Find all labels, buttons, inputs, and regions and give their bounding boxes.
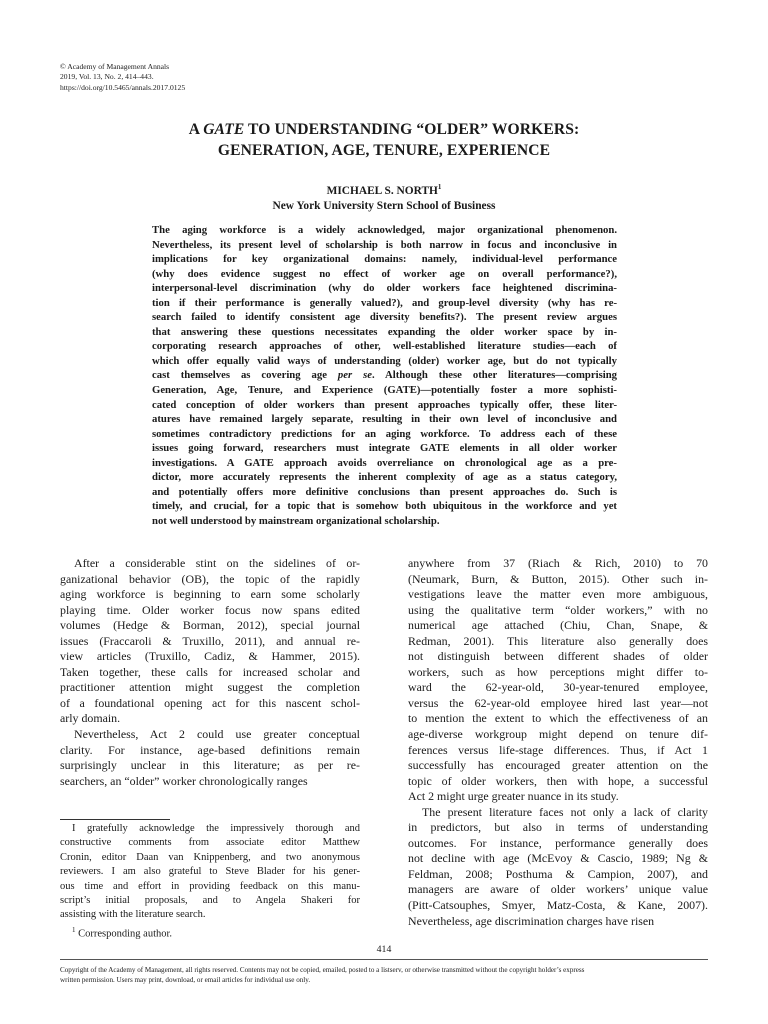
body-line: not distinguish between different shades of older — [408, 649, 708, 664]
body-line: Nevertheless, Act 2 could use greater conceptual — [74, 727, 360, 742]
abstract-line: The aging workforce is a widely acknowledged, major organizational phenomenon. — [152, 224, 617, 236]
body-line: volumes (Hedge & Borman, 2012), special journal — [60, 618, 360, 633]
corresponding-text: Corresponding author. — [75, 928, 173, 940]
footnote-line: constructive comments from associate editor Matthew — [60, 837, 360, 849]
footnote-line: assisting with the literature search. — [60, 909, 206, 921]
footnote-line: script’s initial proposals, and to Angela Shakeri for — [60, 894, 360, 906]
body-line: view articles (Truxillo, Cadiz, & Hammer, 2015). — [60, 649, 360, 664]
abstract-line: that answering these questions necessitates expanding the older worker space by in- — [152, 325, 617, 338]
body-line: issues (Fraccaroli & Truxillo, 2011), and annual re- — [60, 633, 360, 648]
body-line: practitioner attention might suggest the completion — [60, 680, 360, 695]
doi-link[interactable]: https://doi.org/10.5465/annals.2017.0125 — [60, 82, 186, 92]
abstract-line: corporating research approaches of other, well-established literature studies—each of — [152, 340, 617, 353]
footnote-line: I gratefully acknowledge the impressively thorough and — [72, 823, 360, 834]
footnote-line: reviewers. I am also grateful to Steve Blader for his gener- — [60, 866, 360, 878]
abstract-line: cated conception of older workers than present approaches typically offer, these liter- — [152, 398, 617, 411]
body-line: (Pitt-Catsouphes, Smyer, Matz-Costa, & Kane, 2007). — [408, 898, 708, 913]
body-line: in predictors, but also in terms of understanding — [408, 820, 708, 835]
body-line: Feldman, 2008; Posthuma & Campion, 2007), and — [408, 866, 708, 881]
footnote-line: Cronin, editor Daan van Knippenberg, and two anonymous — [60, 851, 360, 863]
abstract-line: not well understood by mainstream organizational scholarship. — [152, 514, 440, 527]
body-line: versus the 62-year-old employee hired last year—not — [408, 695, 708, 710]
title-emphasis: GATE — [203, 121, 245, 138]
body-line: using the qualitative term “older workers,” with no — [408, 602, 708, 617]
body-line: age-diverse workgroup might depend on tenure dif- — [408, 727, 708, 742]
footnotes — [60, 819, 360, 940]
page-number: 414 — [376, 944, 392, 955]
abstract-line: which offer equally valid ways of understanding (older) worker age, but do not typically — [152, 354, 617, 367]
body-line: After a considerable stint on the sidelines of or- — [74, 556, 360, 570]
citation-block — [60, 62, 185, 93]
body-line: Redman, 2001). This literature also generally does — [408, 633, 708, 648]
footnote-line: ous time and effort in providing feedback on this manu- — [60, 880, 360, 892]
copyright-notice — [60, 965, 708, 985]
body-line: Taken together, these calls for increased scholar and — [60, 664, 360, 679]
corresponding-author-note — [60, 923, 360, 940]
abstract-line: search failed to identify consistent age diversity benefits?). The present review argues — [152, 311, 617, 324]
footer-divider — [60, 959, 708, 960]
body-line: searchers, an “older” worker chronologically ranges — [60, 773, 308, 788]
abstract-line: interpersonal-level discrimination (why do older workers face heightened discrimina- — [152, 282, 617, 295]
author-block — [60, 180, 708, 214]
copyright-line-2: written permission. Users may print, download, or email articles for individual use only. — [60, 976, 311, 984]
body-line: of a foundational opening act for this nascent schol- — [60, 695, 360, 710]
author-footnote-marker[interactable]: 1 — [437, 183, 442, 191]
abstract-line: timely, and crucial, for a topic that is somehow both ubiquitous in the workforce and yet — [152, 500, 617, 513]
body-line: successfully has encouraged greater attention on the — [408, 758, 708, 773]
abstract-line: implications for key organizational domains: namely, individual-level performance — [152, 253, 617, 266]
abstract-line: atures have remained largely separate, resulting in their own level of inconclusive and — [152, 413, 617, 426]
body-line: surprisingly unclear in this literature; as per re- — [60, 758, 360, 773]
abstract-line: investigations. A GATE approach avoids overreliance on chronological age as a pre- — [152, 456, 617, 469]
body-line: anywhere from 37 (Riach & Rich, 2010) to 70 — [408, 556, 708, 570]
abstract-line: tion if their performance is generally valued?), and group-level diversity (why has re- — [152, 296, 617, 309]
body-line: topic of older workers, then with hope, a successful — [408, 773, 708, 788]
author-affiliation: New York University Stern School of Business — [272, 199, 496, 212]
body-line: Act 2 might urge greater nuance in its study. — [408, 789, 619, 804]
abstract — [152, 223, 617, 528]
abstract-line: Nevertheless, its present level of scholarship is both narrow in focus and inconclusive in — [152, 238, 617, 251]
body-column-right — [408, 556, 708, 929]
body-line: Nevertheless, age discrimination charges have risen — [408, 913, 655, 928]
body-line: clarity. For instance, age-based definitions remain — [60, 742, 360, 757]
title-line-2: GENERATION, AGE, TENURE, EXPERIENCE — [217, 142, 551, 159]
body-line: workers, such as how perceptions might differ to- — [408, 664, 708, 679]
abstract-line: Generation, Age, Tenure, and Experience (GATE)—potentially foster a more sophisti- — [152, 384, 617, 397]
body-line: to mention the extent to which the effectiveness of an — [408, 711, 708, 726]
body-line: ganizational behavior (OB), the topic of the rapidly — [60, 571, 360, 586]
footnote-marker: 1 — [72, 925, 76, 934]
body-line: (Neumark, Burn, & Button, 2015). Other such in- — [408, 571, 708, 586]
body-line: managers are aware of older workers’ unique value — [408, 882, 708, 897]
volume-info: 2019, Vol. 13, No. 2, 414–443. — [60, 72, 154, 82]
body-line: numerical age attached (Chiu, Chan, Snape, & — [408, 618, 708, 633]
body-line: aging workforce is beginning to earn some scholarly — [60, 587, 360, 602]
author-name: MICHAEL S. NORTH$^1$ — [326, 183, 442, 197]
body-line: The present literature faces not only a lack of clarity — [422, 804, 708, 819]
abstract-line: cast themselves as covering age per se. Although these other literatures—comprising — [152, 369, 617, 382]
body-line: not decline with age (McEvoy & Cascio, 1989; Ng & — [408, 851, 708, 866]
body-column-left — [60, 556, 360, 789]
body-line: arly domain. — [60, 711, 121, 726]
body-line: ferences versus life-stage differences. Thus, if Act 1 — [408, 742, 708, 757]
journal-name: © Academy of Management Annals — [60, 62, 170, 71]
body-line: playing time. Older worker focus now spans edited — [60, 602, 360, 617]
abstract-line: dictor, more accurately represents the inherent complexity of age as a status category, — [152, 471, 617, 484]
abstract-line: sometimes contradictory predictions for an aging workforce. To address each of these — [152, 427, 617, 440]
abstract-line: issues going forward, researchers must integrate GATE elements in all older worker — [152, 442, 617, 455]
copyright-line-1: Copyright of the Academy of Management, all rights reserved. Contents may not be copied, emailed, posted to a listserv, or otherwise transmitted without the copyright holder’s express — [60, 966, 585, 974]
body-line: outcomes. For instance, performance generally does — [408, 835, 708, 850]
title-line-1: A GATE TO UNDERSTANDING “OLDER” WORKERS: — [188, 121, 580, 138]
body-line: ward the 62-year-old, 30-year-tenured employee, — [408, 680, 708, 695]
abstract-line: (why does evidence suggest no effect of worker age on overall performance?), — [152, 267, 617, 280]
abstract-line: and potentially offers more definitive conclusions than present approaches do. Such is — [152, 485, 617, 498]
footnote-rule — [60, 819, 170, 820]
article-title — [60, 119, 708, 161]
body-line: vestigations leave the matter even more ambiguous, — [408, 587, 708, 602]
